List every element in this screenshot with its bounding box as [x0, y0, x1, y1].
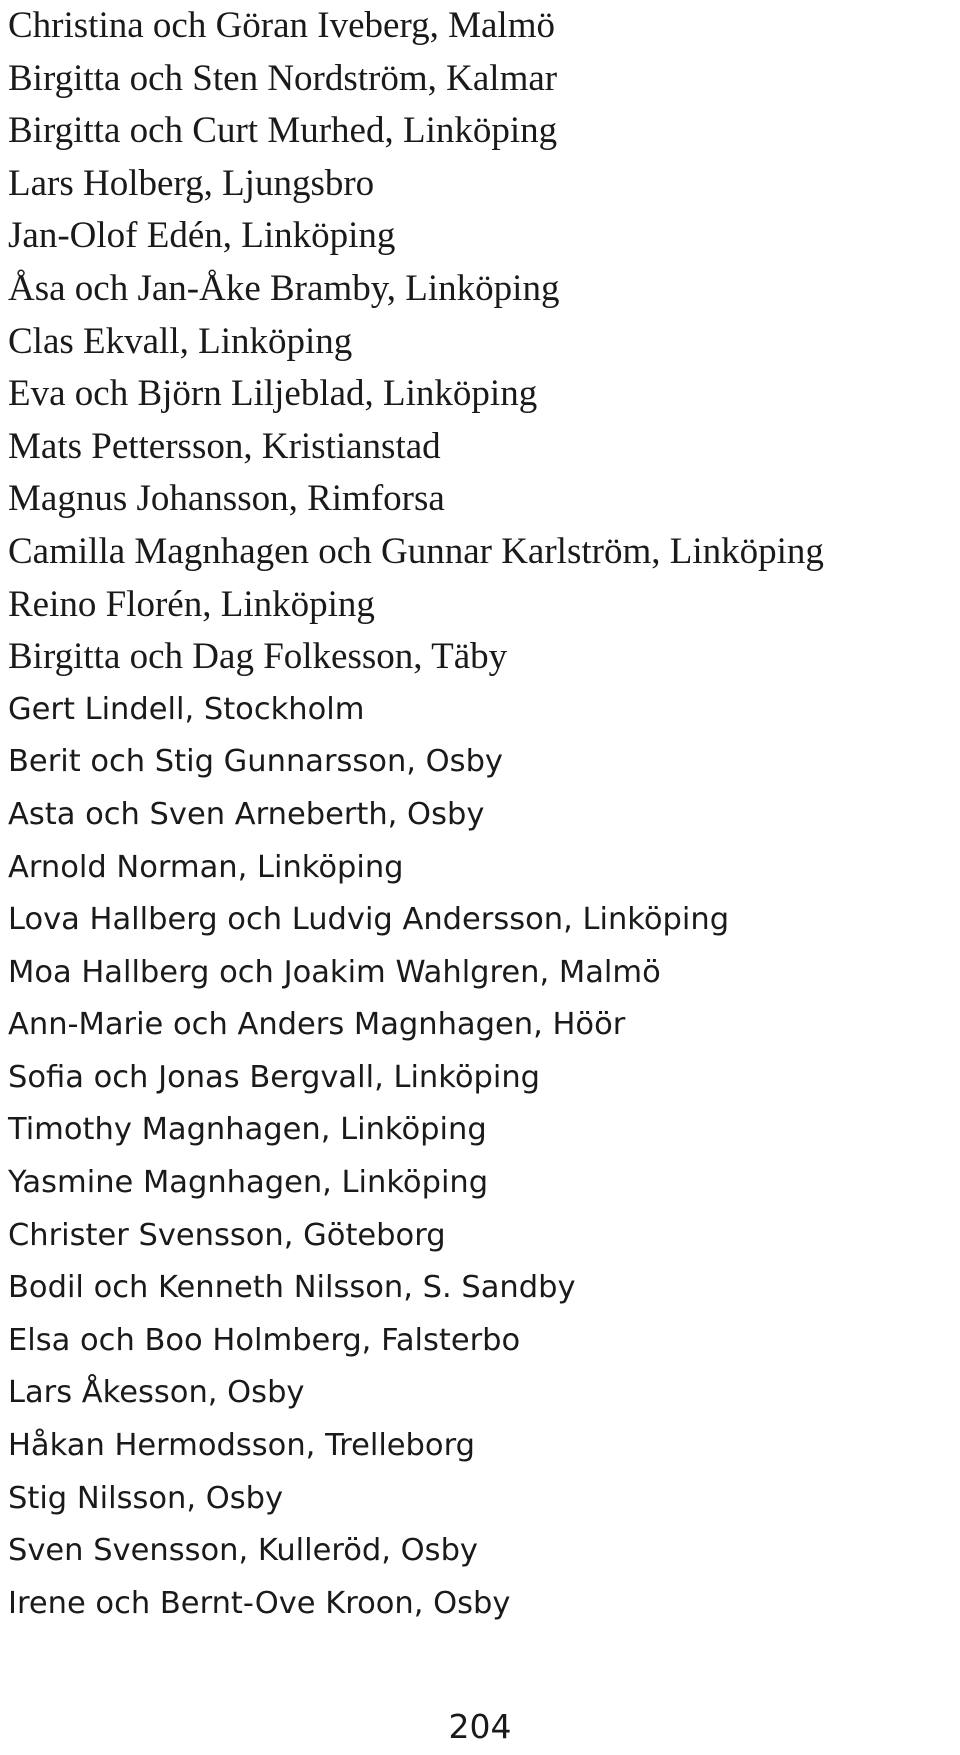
list-item: Lova Hallberg och Ludvig Andersson, Linköping — [8, 902, 730, 938]
list-item: Reino Florén, Linköping — [8, 583, 375, 625]
list-item: Ann-Marie och Anders Magnhagen, Höör — [8, 1007, 626, 1043]
list-item: Christina och Göran Iveberg, Malmö — [8, 5, 555, 46]
list-item: Gert Lindell, Stockholm — [8, 691, 365, 727]
list-item: Arnold Norman, Linköping — [8, 849, 404, 885]
list-item: Lars Åkesson, Osby — [8, 1375, 305, 1411]
list-item: Magnus Johansson, Rimforsa — [8, 478, 445, 520]
page-number: 204 — [448, 1707, 512, 1746]
list-item: Moa Hallberg och Joakim Wahlgren, Malmö — [8, 954, 661, 990]
list-item: Stig Nilsson, Osby — [8, 1480, 284, 1516]
list-item: Timothy Magnhagen, Linköping — [8, 1112, 487, 1148]
list-item: Mats Pettersson, Kristianstad — [8, 425, 441, 467]
list-item: Åsa och Jan-Åke Bramby, Linköping — [8, 267, 560, 309]
list-item: Bodil och Kenneth Nilsson, S. Sandby — [8, 1270, 576, 1306]
list-item: Håkan Hermodsson, Trelleborg — [8, 1428, 475, 1464]
list-item: Eva och Björn Liljeblad, Linköping — [8, 373, 538, 415]
list-item: Asta och Sven Arneberth, Osby — [8, 796, 485, 832]
list-item: Lars Holberg, Ljungsbro — [8, 162, 375, 204]
list-item: Elsa och Boo Holmberg, Falsterbo — [8, 1322, 521, 1358]
list-item: Birgitta och Sten Nordström, Kalmar — [8, 57, 558, 99]
list-item: Camilla Magnhagen och Gunnar Karlström, Linköping — [8, 530, 824, 572]
list-item: Birgitta och Dag Folkesson, Täby — [8, 636, 508, 678]
list-item: Sofia och Jonas Bergvall, Linköping — [8, 1059, 541, 1095]
name-list — [8, 0, 824, 1630]
list-item: Clas Ekvall, Linköping — [8, 320, 353, 362]
list-item: Sven Svensson, Kulleröd, Osby — [8, 1533, 478, 1569]
list-item: Berit och Stig Gunnarsson, Osby — [8, 744, 503, 780]
list-item: Birgitta och Curt Murhed, Linköping — [8, 110, 558, 152]
list-item: Christer Svensson, Göteborg — [8, 1217, 446, 1253]
list-item: Irene och Bernt-Ove Kroon, Osby — [8, 1585, 511, 1621]
list-item: Jan-Olof Edén, Linköping — [8, 215, 396, 257]
list-item: Yasmine Magnhagen, Linköping — [8, 1165, 489, 1201]
